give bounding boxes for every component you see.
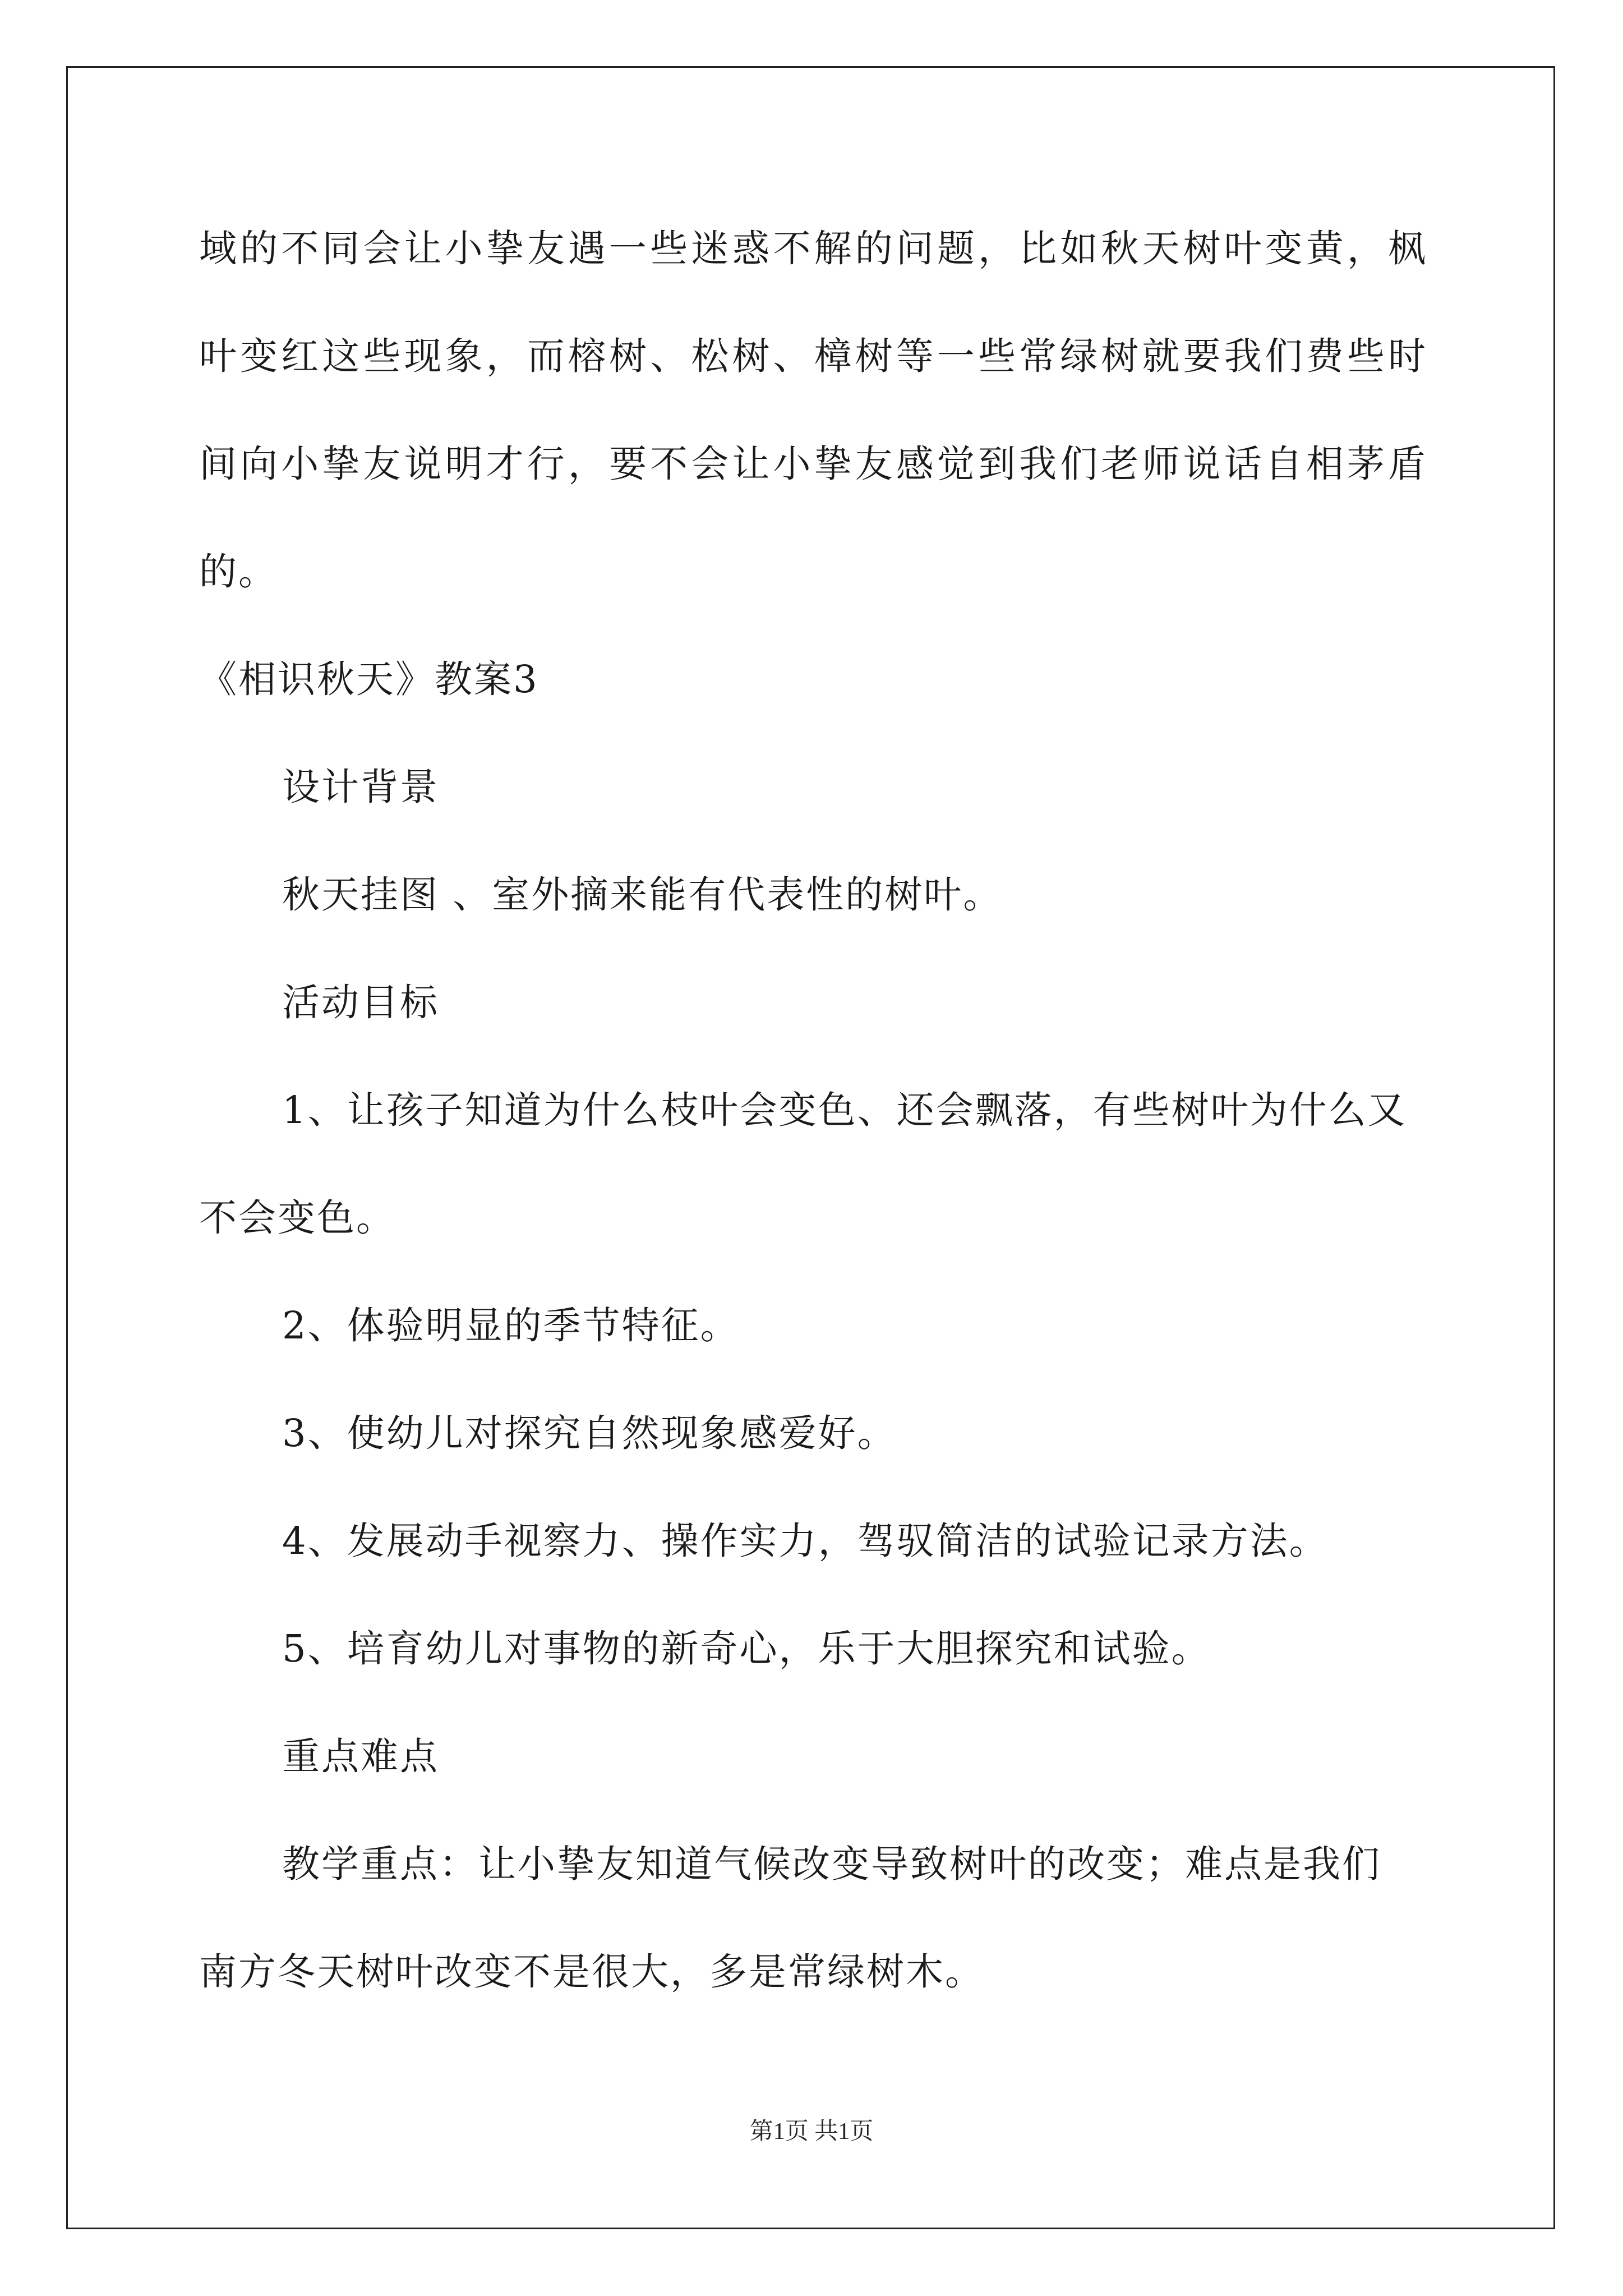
paragraph-line: 叶变红这些现象，而榕树、松树、樟树等一些常绿树就要我们费些时 bbox=[199, 334, 1427, 378]
paragraph-line: 教学重点：让小挚友知道气候改变导致树叶的改变；难点是我们 bbox=[282, 1842, 1381, 1886]
page-border bbox=[66, 66, 1555, 2229]
paragraph-line: 的。 bbox=[199, 550, 278, 593]
heading-key-difficulties: 重点难点 bbox=[282, 1734, 439, 1778]
paragraph-line: 间向小挚友说明才行，要不会让小挚友感觉到我们老师说话自相茅盾 bbox=[199, 442, 1427, 486]
list-item-line: 5、培育幼儿对事物的新奇心，乐于大胆探究和试验。 bbox=[282, 1627, 1211, 1671]
list-item-line: 2、体验明显的季节特征。 bbox=[282, 1304, 740, 1347]
heading-design-background: 设计背景 bbox=[282, 765, 439, 809]
list-item-line: 不会变色。 bbox=[199, 1196, 395, 1240]
page-indicator: 第1页 共1页 bbox=[749, 2119, 874, 2145]
list-item-line: 3、使幼儿对探究自然现象感爱好。 bbox=[282, 1411, 897, 1455]
paragraph-line: 域的不同会让小挚友遇一些迷惑不解的问题，比如秋天树叶变黄，枫 bbox=[199, 227, 1427, 270]
paragraph-line: 秋天挂图 、室外摘来能有代表性的树叶。 bbox=[282, 873, 1003, 917]
heading-activity-goals: 活动目标 bbox=[282, 981, 439, 1024]
list-item-line: 1、让孩子知道为什么枝叶会变色、还会飘落，有些树叶为什么又 bbox=[282, 1088, 1407, 1132]
paragraph-line: 南方冬天树叶改变不是很大，多是常绿树木。 bbox=[199, 1950, 984, 1994]
list-item-line: 4、发展动手视察力、操作实力，驾驭简洁的试验记录方法。 bbox=[282, 1519, 1329, 1563]
section-title: 《相识秋天》教案3 bbox=[199, 657, 539, 701]
